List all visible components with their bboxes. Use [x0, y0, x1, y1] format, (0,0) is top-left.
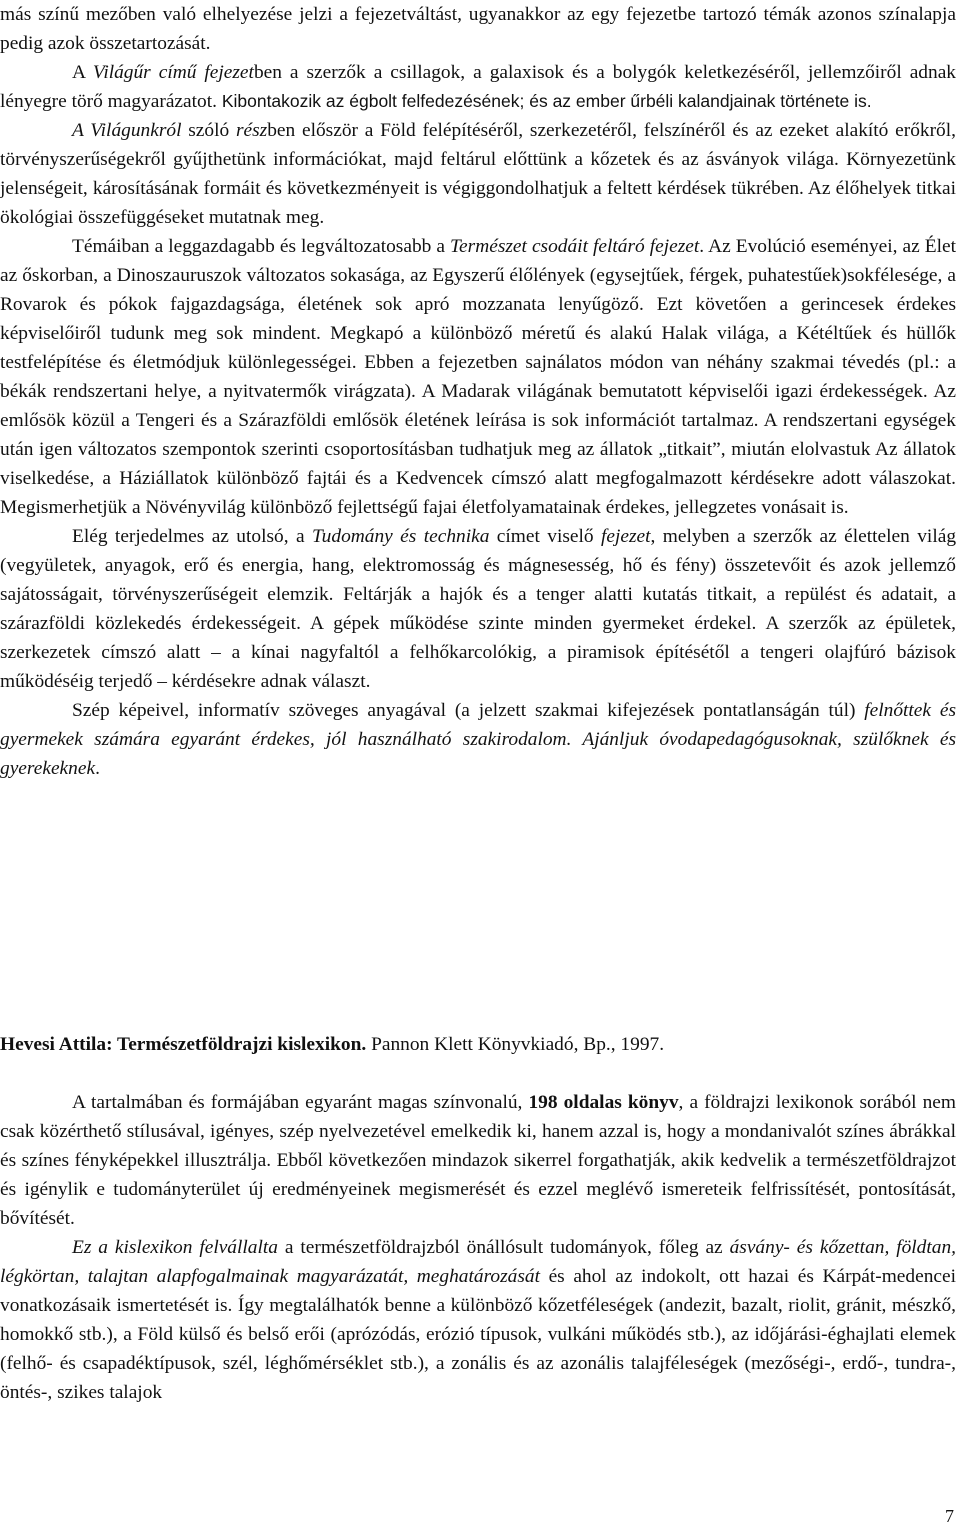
paragraph-4 [0, 522, 956, 696]
text-run: Világűr című fejezet [92, 62, 254, 83]
paragraph-0 [0, 0, 956, 58]
text-run: és ahol az indokolt, ott hazai és Kárpát-medencei vonatkozásaik ismertetését is. Így megtalálhatók benne a különböző kőzetféleségek (andezit, bazalt, riolit, gránit, mészkő, homokkő stb.), a Föld külső és belső erői (aprózódás, erózió típusok, vulkáni működés stb.), az időjárási-éghajlati elemek (felhő- és csapadéktípusok, szél, léghőmérséklet stb.), a zonális és az azonális talajféleségek (mezőségi-, erdő-, tundra-, öntés-, szikes talajok [0, 1266, 957, 1403]
text-run: Kibontakozik az égbolt felfedezésének; és az ember űrbéli kalandjainak története is. [221, 91, 872, 111]
text-run: Tudomány és technika [311, 526, 490, 547]
review-paragraph-1 [0, 1233, 956, 1407]
page-number: 7 [945, 1506, 954, 1526]
book-heading [0, 1030, 956, 1059]
text-run: címet viselő [489, 526, 601, 547]
text-run: 198 oldalas könyv [528, 1092, 679, 1113]
text-run: Ez a kislexikon felvállalta [72, 1237, 278, 1258]
text-run: . [95, 758, 100, 779]
text-run: felnőttek és gyermekek számára egyaránt érdekes, jól használható szakirodalom. Ajánljuk óvodapedagógusoknak, szülőknek és gyerekeknek [0, 700, 956, 779]
text-run: A tartalmában és formájában egyaránt magas színvonalú, [72, 1092, 529, 1113]
text-run: Természet csodáit feltáró fejezet [450, 236, 700, 257]
text-run: Elég terjedelmes az utolsó, a [72, 526, 312, 547]
text-run: ben a szerzők a csillagok, a galaxisok és a bolygók keletkezéséről, jellemzőiről adnak lényegre törő magyarázatot. [0, 62, 957, 112]
book-heading-publisher: Pannon Klett Könyvkiadó, Bp., 1997. [366, 1034, 665, 1055]
text-run: ásvány- és kőzettan, földtan, légkörtan, talajtan alapfogalmainak magyarázatát, meghatározását [0, 1237, 957, 1287]
book-heading-bold: Hevesi Attila: Természetföldrajzi kislexikon. [0, 1034, 367, 1055]
text-run: Témáiban a leggazdagabb és legváltozatosabb a [72, 236, 451, 257]
paragraph-1 [0, 58, 956, 116]
text-run: , a földrajzi lexikonok sorából nem csak közérthető stílusával, igényes, szép nyelvezetével emelkedik ki, hanem azzal is, hogy a mondanivalót színes ábrákkal és színes fényképekkel illusztrálja. Ebből következően mindazok sikerrel forgathatják, akik kedvelik a természetföldrajzot és igénylik e tudományterület új eredményeinek megismerését és ezzel meglévő ismereteik felfrissítését, pontosítását, bővítését. [0, 1092, 956, 1229]
paragraph-5 [0, 696, 956, 783]
text-run: A [72, 62, 93, 83]
text-run: más színű mezőben való elhelyezése jelzi a fejezetváltást, ugyanakkor az egy fejezetbe tartozó témák azonos színalapja pedig azok összetartozását. [0, 4, 956, 54]
text-run: szóló [181, 120, 236, 141]
text-run: . Az Evolúció eseményei, az Élet az őskorban, a Dinoszauruszok változatos sokasága, az Egyszerű élőlények (egysejtűek, férgek, puhatestűek)sokfélesége, a Rovarok és pókok fajgazdagsága, életének sok apró mozzanata lenyűgöző. Ezt követően a gerincesek érdekes képviselőiről tudunk meg sok mindent. Megkapó a különböző méretű és alakú Halak világa, a Kétéltűek és hüllők testfelépítése és életmódjuk különlegességei. Ebben a fejezetben sajnálatos módon van néhány szakmai tévedés (pl.: a békák rendszertani helye, a nyitvatermők virágzata). A Madarak világának bemutatott képviselői igazi érdekességek. Az emlősök közül a Tengeri és a Szárazföldi emlősök életének leírása is sok információt tartalmaz. A rendszertani egységek után igen változatos szempontok szerinti csoportosításban tudhatjuk meg az állatok „titkait”, miután elolvastuk Az állatok viselkedése, a Háziállatok különböző fajtái és a Kedvencek címszó alatt megfogalmazott kérdésekre adott válaszokat. Megismerhetjük a Növényvilág különböző fejlettségű fajai életfolyamatainak érdekes, jellegzetes vonásait is. [0, 236, 957, 518]
text-run: fejezet [601, 526, 651, 547]
text-run: Szép képeivel, informatív szöveges anyagával (a jelzett szakmai kifejezések pontatlanságán túl) [72, 700, 865, 721]
review-section [0, 1088, 956, 1407]
text-run: rész [235, 120, 268, 141]
paragraph-3 [0, 232, 956, 522]
text-run: ben először a Föld felépítéséről, szerkezetéről, felszínéről és az ezeket alakító erőkről, törvényszerűségekről gyűjthetünk információkat, majd feltárul előttünk a kőzetek és az ásványok világa. Környezetünk jelenségeit, károsításának formáit és következményeit is végiggondolhatjuk a feltett kérdések tükrében. Az élőhelyek titkai ökológiai összefüggéseket mutatnak meg. [0, 120, 956, 228]
text-run: a természetföldrajzból önállósult tudományok, főleg az [277, 1237, 730, 1258]
paragraph-2 [0, 116, 956, 232]
text-run: , melyben a szerzők az élettelen világ (vegyületek, anyagok, erő és energia, hang, elektromosság és mágnesesség, hő és fény) összetevőit és azok jellemző sajátosságait, törvényszerűségeit elemzik. Feltárják a hajók és a tenger alatti kutatás titkait, a repülést és adatait, a szárazföldi közlekedés érdekességeit. A gépek működése szinte minden gyermeket érdekel. A szerzők az épületek, szerkezetek címszó alatt – a kínai nagyfaltól a felhőkarcolókig, a piramisok építésétől a tengeri olajfúró bázisok működéséig terjedő – kérdésekre adnak választ. [0, 526, 957, 692]
review-paragraph-0 [0, 1088, 956, 1233]
text-run: A Világunkról [72, 120, 182, 141]
